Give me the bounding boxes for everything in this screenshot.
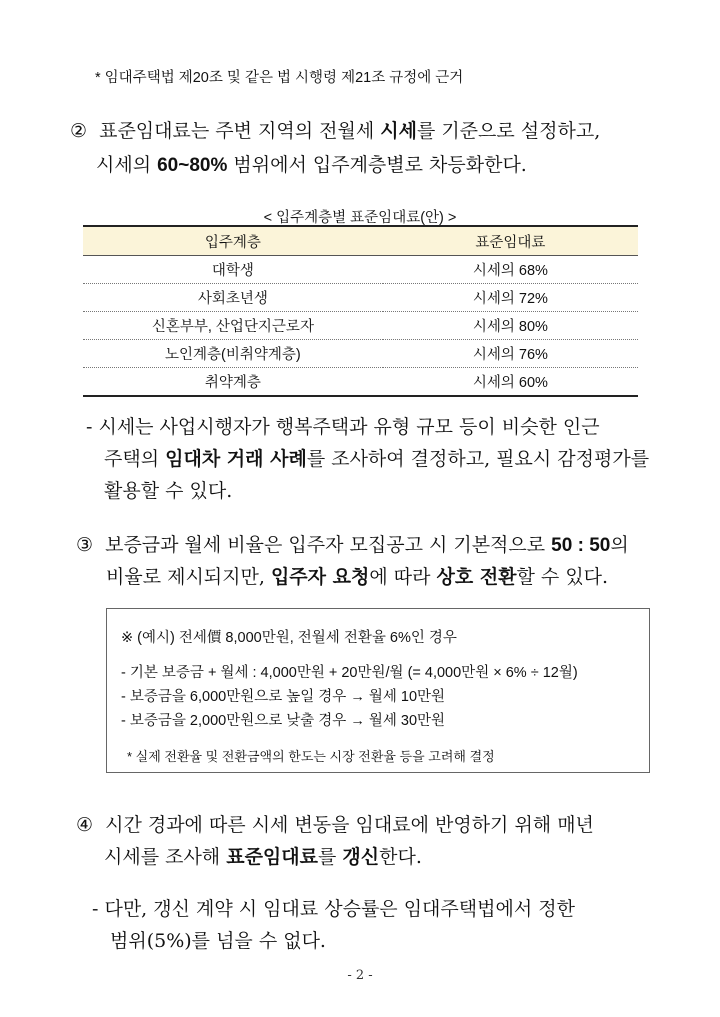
- table-cell: 시세의 60%: [383, 368, 638, 397]
- bullet-2-line-1: - 다만, 갱신 계약 시 임대료 상승률은 임대주택법에서 정한: [92, 898, 575, 920]
- item-2-line-2-text: 시세의: [96, 154, 158, 176]
- item-4-line-2: [104, 844, 422, 870]
- table-cell: 시세의 76%: [383, 340, 638, 368]
- table-cell: 노인계층(비취약계층): [83, 340, 383, 368]
- table-header-cell: 입주계층: [83, 226, 383, 256]
- table-header-cell: 표준임대료: [383, 226, 638, 256]
- item-4-emphasis-rent: 표준임대료: [226, 846, 318, 868]
- item-3-emphasis-conversion: 상호 전환: [436, 566, 517, 588]
- example-line-1: - 기본 보증금 + 월세 : 4,000만원 + 20만원/월 (= 4,000만원 × 6% ÷ 12월): [121, 665, 578, 681]
- item-2-number: ②: [70, 120, 88, 142]
- item-4-text: 시간 경과에 따른 시세 변동을 임대료에 반영하기 위해 매년: [105, 814, 594, 836]
- item-3-number: ③: [76, 534, 94, 556]
- item-2-text-end: 를 기준으로 설정하고,: [416, 120, 601, 142]
- table-header-row: [83, 226, 638, 256]
- item-4-line-2-text: 시세를 조사해: [104, 846, 227, 868]
- item-4-emphasis-renewal: 갱신: [342, 846, 380, 868]
- table-cell: 시세의 80%: [383, 312, 638, 340]
- bullet-1-line-2: [104, 446, 649, 472]
- bullet-1-emphasis: 임대차 거래 사례: [165, 448, 307, 470]
- item-4-number: ④: [76, 814, 94, 836]
- example-heading: ※ (예시) 전세價 8,000만원, 전월세 전환율 6%인 경우: [121, 630, 457, 646]
- item-3-ratio: 50 : 50: [551, 535, 611, 556]
- bullet-1-line-1: - 시세는 사업시행자가 행복주택과 유형 규모 등이 비슷한 인근: [86, 416, 600, 438]
- table-cell: 취약계층: [83, 368, 383, 397]
- item-4-line-2-end: 한다.: [379, 846, 422, 868]
- item-2-line-2-end: 범위에서 입주계층별로 차등화한다.: [227, 154, 527, 176]
- legal-basis-note: * 임대주택법 제20조 및 같은 법 시행령 제21조 규정에 근거: [95, 70, 464, 86]
- table-row: [83, 284, 638, 312]
- item-3-text-end: 의: [610, 534, 629, 556]
- example-line-3: - 보증금을 2,000만원으로 낮출 경우 → 월세 30만원: [121, 713, 446, 729]
- item-4-line-1: [76, 812, 594, 838]
- item-4-line-2-mid: 를: [318, 846, 343, 868]
- item-2-line-2: [96, 152, 527, 179]
- item-3-line-2-end: 할 수 있다.: [516, 566, 609, 588]
- item-3-line-1: [76, 532, 629, 559]
- table-cell: 시세의 72%: [383, 284, 638, 312]
- item-3-text: 보증금과 월세 비율은 입주자 모집공고 시 기본적으로: [105, 534, 552, 556]
- bullet-1-text: 주택의: [104, 448, 166, 470]
- item-3-emphasis-request: 입주자 요청: [270, 566, 370, 588]
- example-line-2: - 보증금을 6,000만원으로 높일 경우 → 월세 10만원: [121, 689, 446, 705]
- table-cell: 사회초년생: [83, 284, 383, 312]
- table-title: < 입주계층별 표준임대료(안) >: [263, 210, 457, 226]
- table-cell: 시세의 68%: [383, 256, 638, 284]
- item-2-text: 표준임대료는 주변 지역의 전월세: [99, 120, 381, 142]
- bullet-1-text-end: 를 조사하여 결정하고, 필요시 감정평가를: [306, 448, 650, 470]
- item-2-line-1: [70, 118, 600, 144]
- example-footnote: * 실제 전환율 및 전환금액의 한도는 시장 전환율 등을 고려해 결정: [127, 749, 495, 764]
- table-row: [83, 256, 638, 284]
- standard-rent-table: [83, 225, 638, 397]
- table-row: [83, 368, 638, 397]
- bullet-2-line-2: 범위(5%)를 넘을 수 없다.: [110, 930, 326, 952]
- table-row: [83, 340, 638, 368]
- item-3-line-2-text: 비율로 제시되지만,: [106, 566, 271, 588]
- table-row: [83, 312, 638, 340]
- example-box: [106, 608, 650, 773]
- item-2-emphasis: 시세: [380, 120, 417, 142]
- item-3-line-2-mid: 에 따라: [369, 566, 437, 588]
- item-3-line-2: [106, 564, 608, 590]
- page-number: - 2 -: [347, 968, 373, 983]
- bullet-1-line-3: 활용할 수 있다.: [104, 480, 233, 502]
- table-cell: 대학생: [83, 256, 383, 284]
- table-cell: 신혼부부, 산업단지근로자: [83, 312, 383, 340]
- item-2-range: 60~80%: [157, 155, 228, 176]
